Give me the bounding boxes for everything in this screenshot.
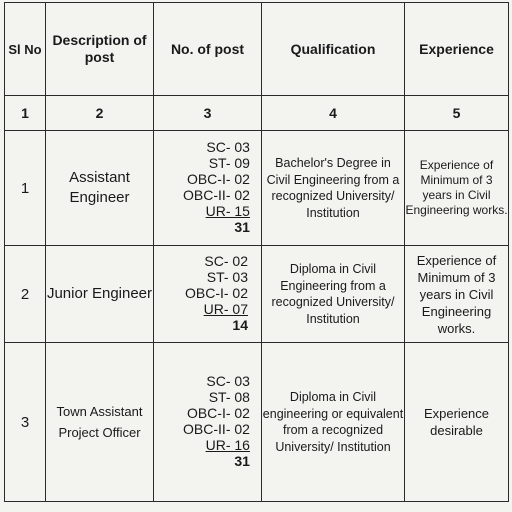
header-qualification: Qualification [262, 3, 405, 96]
post-name: Assistant Engineer [46, 131, 154, 246]
header-no-of-post: No. of post [154, 3, 262, 96]
post-count-list [165, 139, 250, 235]
category-count: OBC-I- 02 [186, 405, 250, 421]
qualification: Diploma in Civil Engineering from a recognized University/ Institution [262, 246, 405, 343]
post-count-list [165, 373, 250, 469]
post-total: 31 [234, 453, 250, 469]
category-count: ST- 08 [208, 389, 250, 405]
column-number: 2 [46, 96, 154, 131]
row-sl-no: 2 [5, 246, 46, 343]
table-header-row [5, 3, 509, 96]
vacancy-table [4, 2, 509, 502]
column-number: 5 [405, 96, 509, 131]
header-sl-no: Sl No [5, 3, 46, 96]
header-description: Description of post [46, 3, 154, 96]
post-name: Junior Engineer [46, 246, 154, 343]
category-count: ST- 09 [208, 155, 250, 171]
category-count: SC- 02 [204, 253, 248, 269]
experience: Experience of Minimum of 3 years in Civil Engineering works. [405, 131, 509, 246]
table-row [5, 343, 509, 502]
category-count: ST- 03 [206, 269, 248, 285]
experience: Experience desirable [405, 343, 509, 502]
experience: Experience of Minimum of 3 years in Civil Engineering works. [405, 246, 509, 343]
qualification: Bachelor's Degree in Civil Engineering from a recognized University/ Institution [262, 131, 405, 246]
post-count-list [167, 253, 248, 333]
table-row [5, 246, 509, 343]
category-count: UR- 15 [205, 203, 250, 219]
category-count: UR- 07 [203, 301, 248, 317]
post-count-cell [154, 131, 262, 246]
post-total: 14 [232, 317, 248, 333]
category-count: OBC-II- 02 [183, 421, 250, 437]
table-row [5, 131, 509, 246]
category-count: OBC-I- 02 [184, 285, 248, 301]
column-number: 4 [262, 96, 405, 131]
post-total: 31 [234, 219, 250, 235]
post-name: Town Assistant Project Officer [46, 343, 154, 502]
row-sl-no: 1 [5, 131, 46, 246]
post-count-cell [154, 246, 262, 343]
post-count-cell [154, 343, 262, 502]
header-experience: Experience [405, 3, 509, 96]
category-count: OBC-II- 02 [183, 187, 250, 203]
row-sl-no: 3 [5, 343, 46, 502]
column-number: 3 [154, 96, 262, 131]
category-count: OBC-I- 02 [186, 171, 250, 187]
category-count: SC- 03 [206, 139, 250, 155]
qualification: Diploma in Civil engineering or equivalent from a recognized University/ Institution [262, 343, 405, 502]
column-number: 1 [5, 96, 46, 131]
column-number-row [5, 96, 509, 131]
category-count: UR- 16 [205, 437, 250, 453]
category-count: SC- 03 [206, 373, 250, 389]
